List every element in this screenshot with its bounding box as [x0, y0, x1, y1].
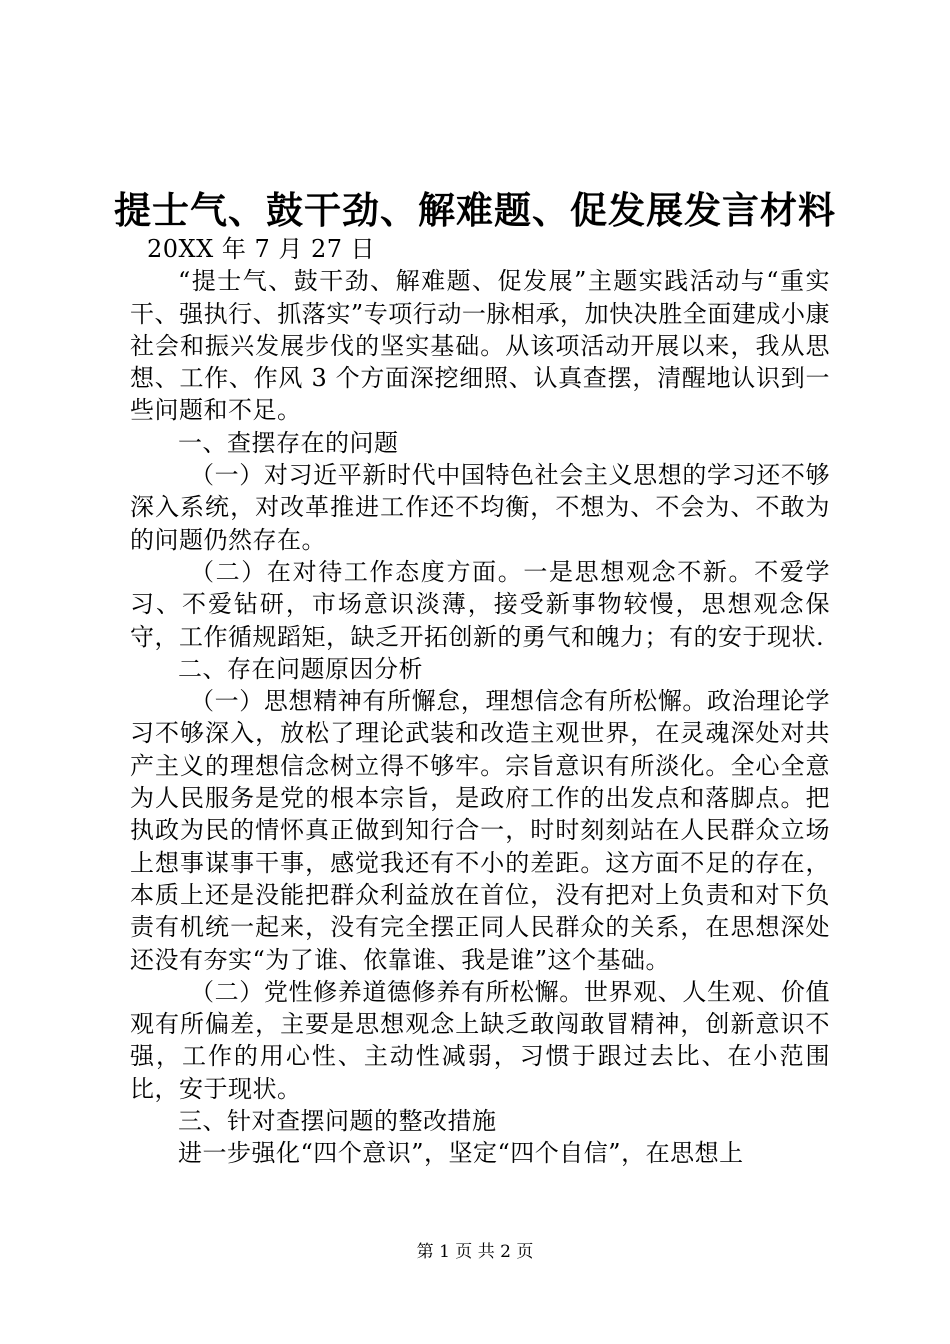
- page-footer: 第 1 页 共 2 页: [416, 1242, 534, 1262]
- paragraph-1-2: （二）在对待工作态度方面。一是思想观念不新。不爱学习、不爱钻研，市场意识淡薄，接受新事物较慢，思想观念保守，工作循规蹈矩，缺乏开拓创新的勇气和魄力；有的安于现状.: [130, 557, 830, 651]
- paragraph-intro: “提士气、鼓干劲、解难题、促发展”主题实践活动与“重实干、强执行、抓落实”专项行动一脉相承，加快决胜全面建成小康社会和振兴发展步伐的坚实基础。从该项活动开展以来，我从思想、工作、作风 3 个方面深挖细照、认真查摆，清醒地认识到一些问题和不足。: [130, 267, 830, 425]
- document-title: 提士气、鼓干劲、解难题、促发展发言材料: [114, 188, 836, 232]
- section-heading-1: 一、查摆存在的问题: [178, 428, 399, 457]
- paragraph-1-1: （一）对习近平新时代中国特色社会主义思想的学习还不够深入系统，对改革推进工作还不均衡，不想为、不会为、不敢为的问题仍然存在。: [130, 461, 830, 554]
- paragraph-3-1: 进一步强化“四个意识”，坚定“四个自信”，在思想上: [178, 1139, 744, 1168]
- paragraph-2-1: （一）思想精神有所懈怠，理想信念有所松懈。政治理论学习不够深入，放松了理论武装和改造主观世界，在灵魂深处对共产主义的理想信念树立得不够牢。宗旨意识有所淡化。全心全意为人民服务是党的根本宗旨，是政府工作的出发点和落脚点。把执政为民的情怀真正做到知行合一，时时刻刻站在人民群众立场上想事谋事干事，感觉我还有不小的差距。这方面不足的存在，本质上还是没能把群众利益放在首位，没有把对上负责和对下负责有机统一起来，没有完全摆正同人民群众的关系，在思想深处还没有夯实“为了谁、依靠谁、我是谁”这个基础。: [130, 687, 830, 974]
- section-heading-2: 二、存在问题原因分析: [178, 654, 423, 683]
- section-heading-3: 三、针对查摆问题的整改措施: [178, 1107, 497, 1136]
- document-body: [130, 233, 830, 1170]
- paragraph-2-2: （二）党性修养道德修养有所松懈。世界观、人生观、价值观有所偏差，主要是思想观念上缺乏敢闯敢冒精神，创新意识不强，工作的用心性、主动性减弱，习惯于跟过去比、在小范围比，安于现状。: [130, 977, 830, 1103]
- document-date: 20XX 年 7 月 27 日: [147, 235, 376, 263]
